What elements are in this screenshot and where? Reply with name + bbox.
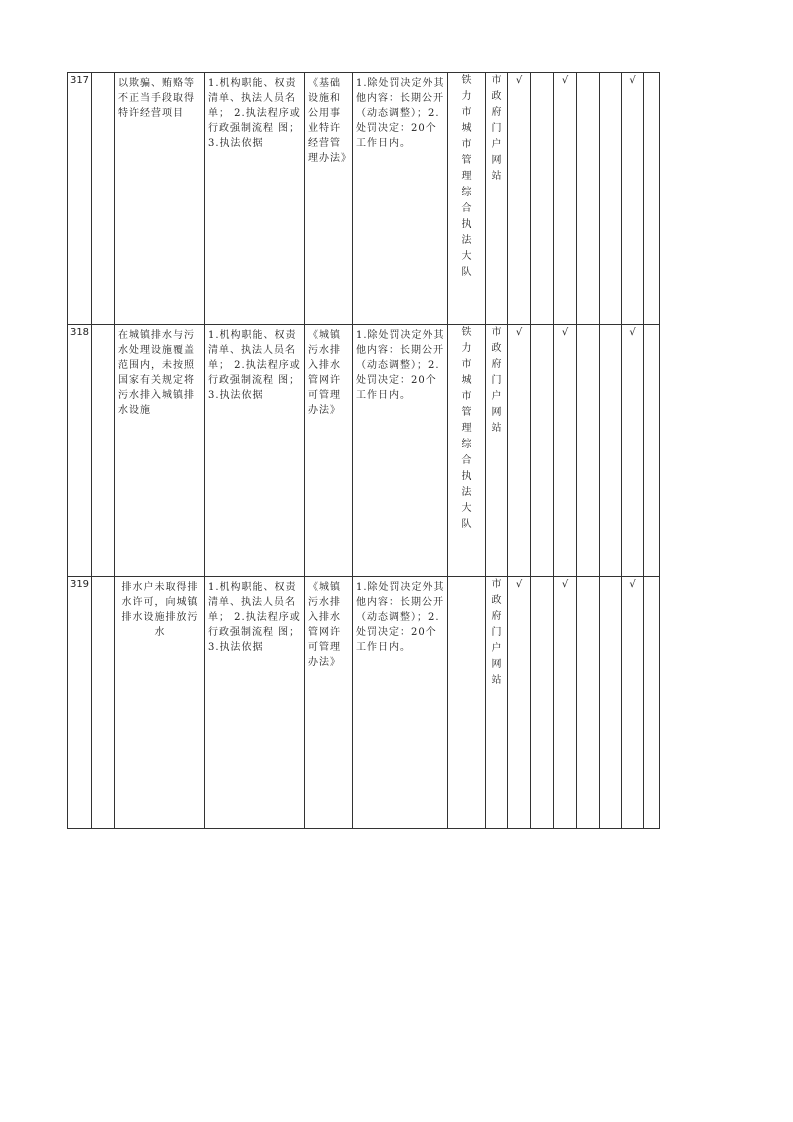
basis-cell	[305, 73, 353, 325]
content-text: 1.机构职能、权责清单、执法人员名单； 2.执法程序或行政强制流程 图； 3.执法依据	[208, 582, 301, 653]
row-number: 318	[68, 325, 92, 577]
channel-cell	[486, 577, 508, 829]
check-cell: √	[508, 73, 531, 325]
channel-text: 市政府门户网站	[491, 579, 502, 686]
channel-text: 市政府门户网站	[491, 75, 502, 182]
blank-cell	[600, 73, 622, 325]
content-text: 1.机构职能、权责清单、执法人员名单； 2.执法程序或行政强制流程 图； 3.执法依据	[208, 78, 301, 149]
blank-cell	[92, 73, 115, 325]
table-row	[68, 73, 660, 325]
basis-cell	[305, 325, 353, 577]
channel-cell	[486, 73, 508, 325]
row-number: 317	[68, 73, 92, 325]
check-cell: √	[508, 577, 531, 829]
period-text: 1.除处罚决定外其他内容：长期公开（动态调整）；2.处罚决定：20个工作日内。	[356, 582, 445, 653]
basis-text: 《城镇污水排入排水管网许可管理办法》	[308, 582, 341, 668]
period-cell	[353, 577, 448, 829]
check-cell: √	[508, 325, 531, 577]
matter-cell	[115, 325, 205, 577]
matter-text: 以欺骗、贿赂等不正当手段取得特许经营项目	[118, 78, 195, 119]
blank-cell	[577, 325, 600, 577]
period-cell	[353, 73, 448, 325]
matter-text: 在城镇排水与污水处理设施覆盖范围内，未按照国家有关规定将污水排入城镇排水设施	[118, 330, 195, 416]
check-cell: √	[622, 577, 644, 829]
blank-cell	[600, 325, 622, 577]
blank-cell	[531, 325, 554, 577]
content-cell	[205, 577, 305, 829]
subject-cell	[448, 577, 486, 829]
subject-cell	[448, 73, 486, 325]
blank-cell	[92, 577, 115, 829]
check-cell: √	[554, 325, 577, 577]
check-cell: √	[622, 73, 644, 325]
blank-cell	[92, 325, 115, 577]
check-cell: √	[622, 325, 644, 577]
check-cell: √	[554, 577, 577, 829]
matter-cell	[115, 73, 205, 325]
row-number: 319	[68, 577, 92, 829]
disclosure-table	[67, 72, 660, 829]
subject-text: 铁力市城市管理综合执法大队	[461, 75, 472, 278]
blank-cell	[600, 577, 622, 829]
channel-cell	[486, 325, 508, 577]
content-cell	[205, 325, 305, 577]
matter-text: 排水户未取得排水许可，向城镇排水设施排放污水	[121, 582, 199, 638]
subject-text: 铁力市城市管理综合执法大队	[461, 327, 472, 530]
table-row	[68, 325, 660, 577]
period-text: 1.除处罚决定外其他内容：长期公开（动态调整）；2.处罚决定：20个工作日内。	[356, 330, 445, 401]
period-cell	[353, 325, 448, 577]
subject-cell	[448, 325, 486, 577]
blank-cell	[644, 73, 660, 325]
channel-text: 市政府门户网站	[491, 327, 502, 434]
table-row	[68, 577, 660, 829]
period-text: 1.除处罚决定外其他内容：长期公开（动态调整）；2.处罚决定：20个工作日内。	[356, 78, 445, 149]
check-cell: √	[554, 73, 577, 325]
basis-text: 《城镇污水排入排水管网许可管理办法》	[308, 330, 341, 416]
blank-cell	[644, 577, 660, 829]
blank-cell	[577, 73, 600, 325]
blank-cell	[644, 325, 660, 577]
blank-cell	[531, 73, 554, 325]
blank-cell	[531, 577, 554, 829]
blank-cell	[577, 577, 600, 829]
content-cell	[205, 73, 305, 325]
matter-cell	[115, 577, 205, 829]
basis-text: 《基础设施和公用事业特许经营管理办法》	[308, 78, 352, 164]
content-text: 1.机构职能、权责清单、执法人员名单； 2.执法程序或行政强制流程 图； 3.执法依据	[208, 330, 301, 401]
basis-cell	[305, 577, 353, 829]
